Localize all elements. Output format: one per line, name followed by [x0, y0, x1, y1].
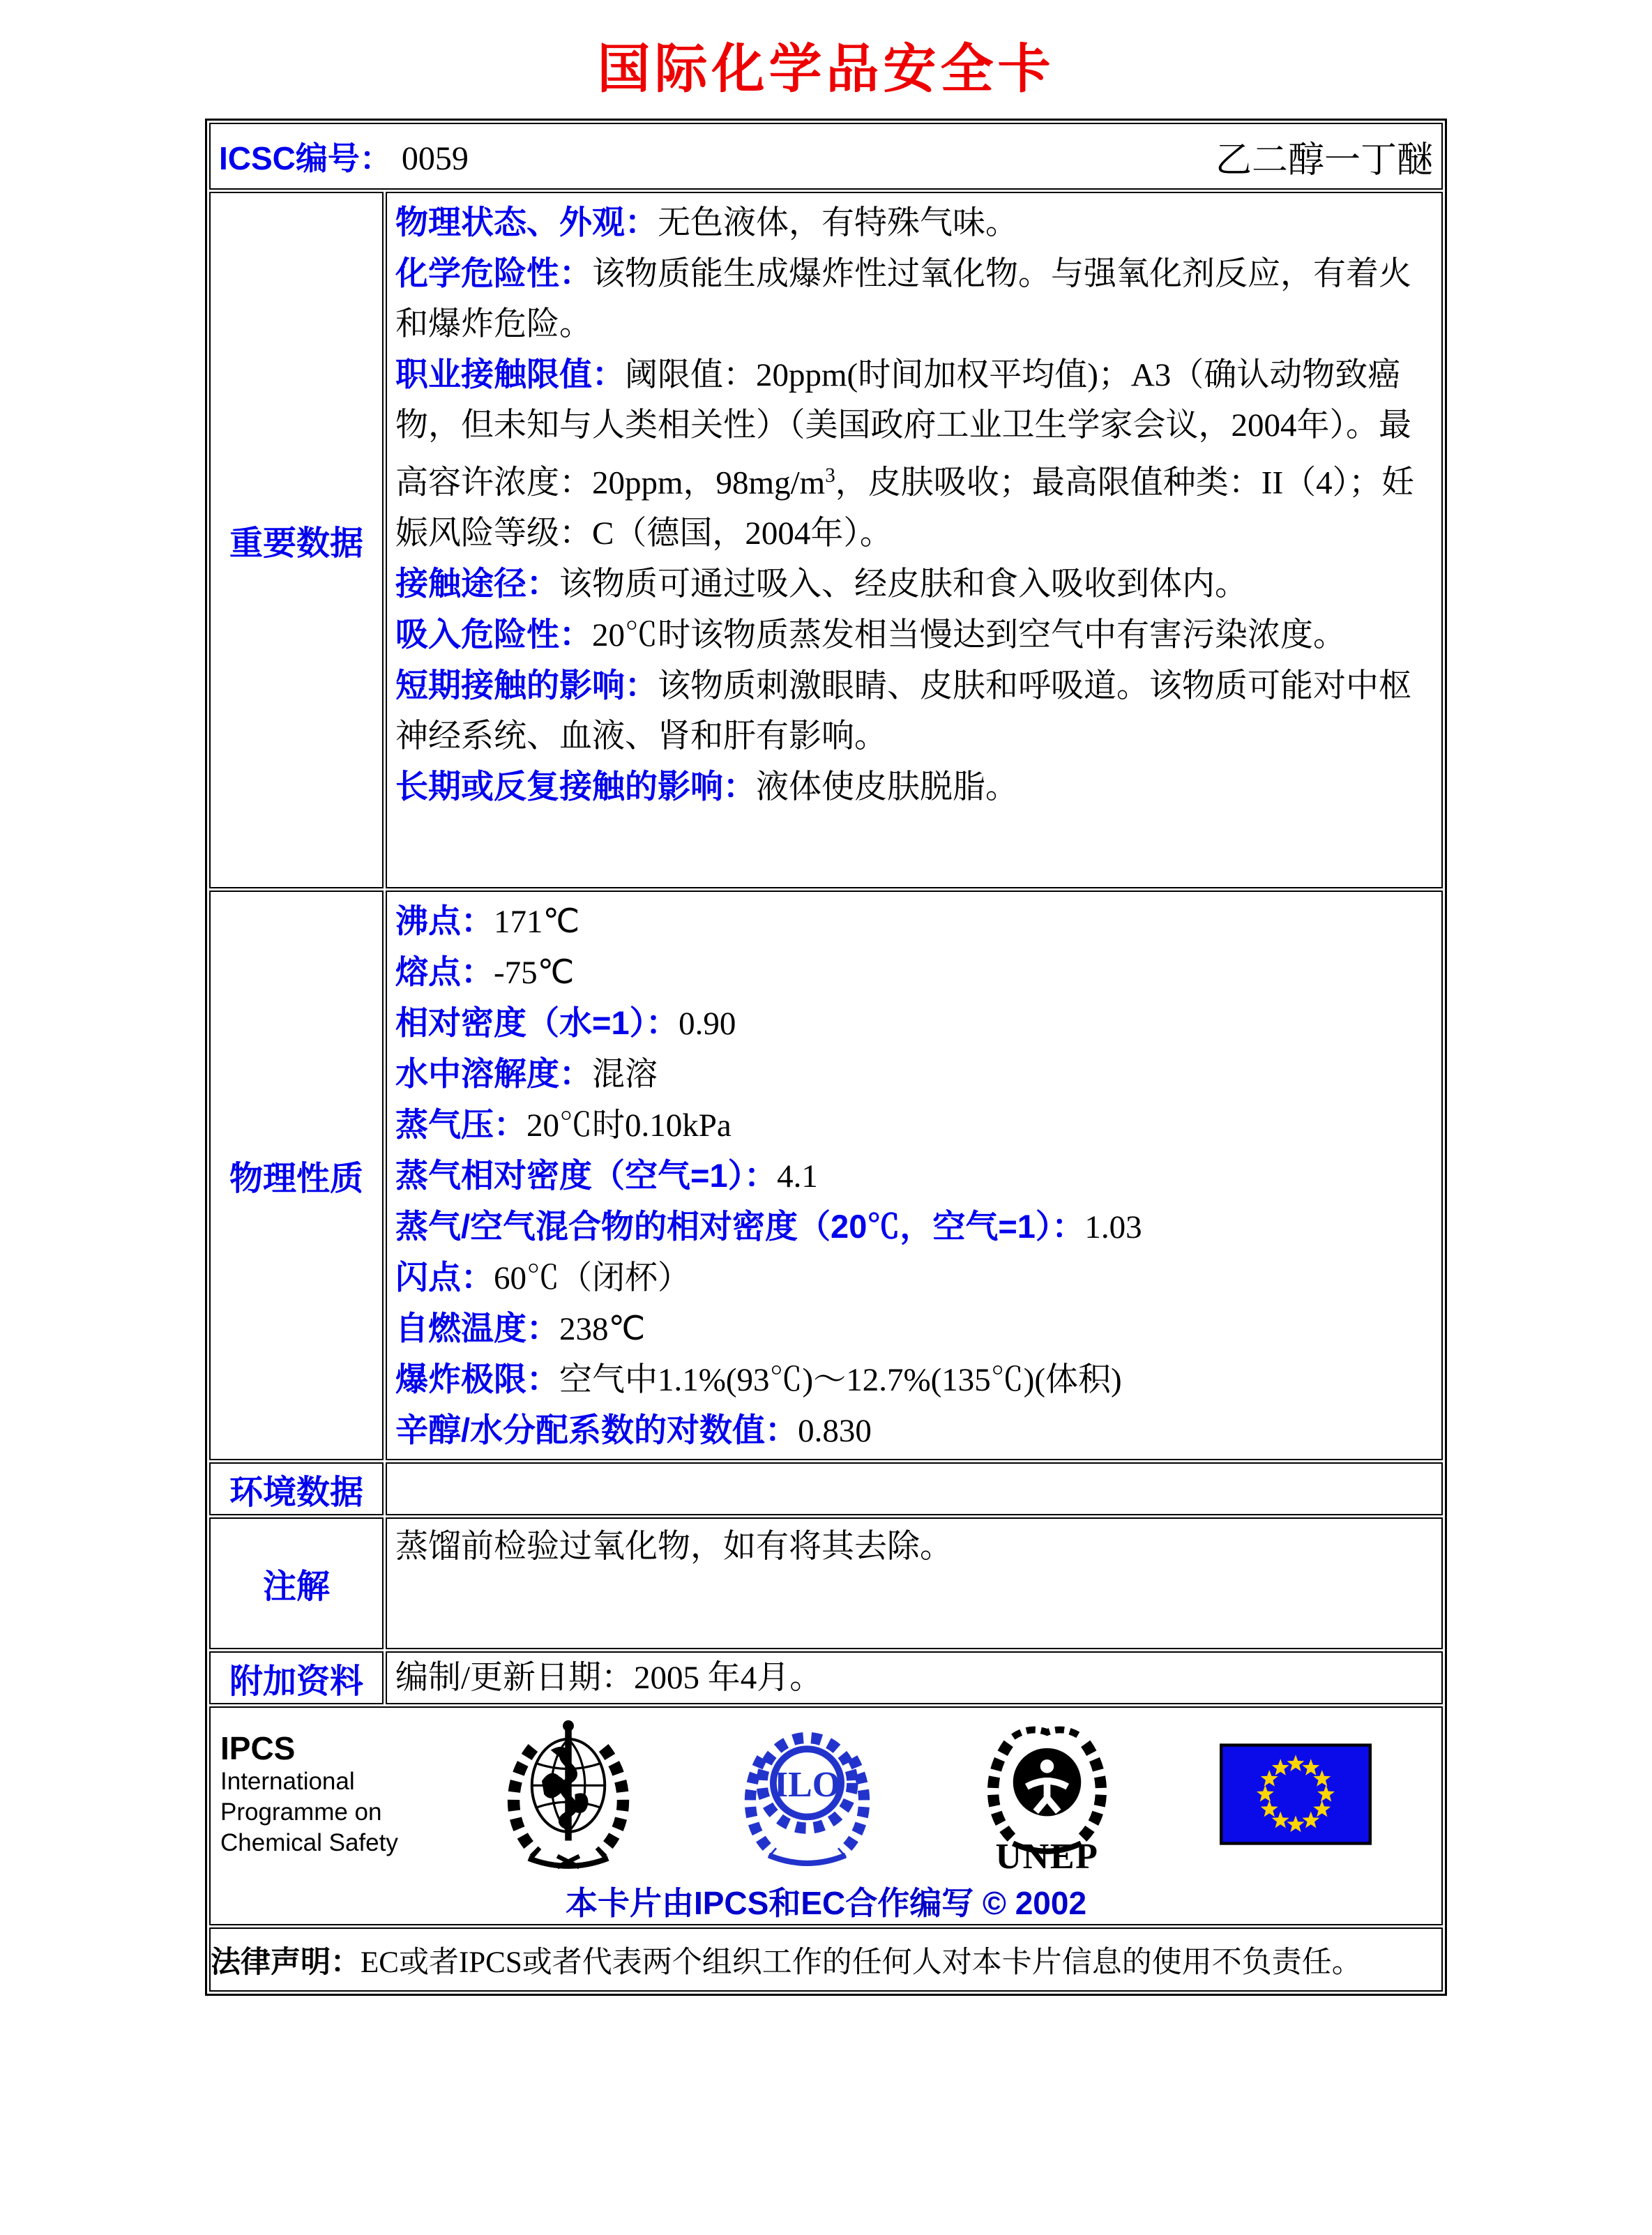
- ilo-logo-icon: [739, 1720, 875, 1869]
- section-label-physical-properties: 物理性质: [209, 891, 384, 1460]
- additional-info-content: [386, 1651, 1443, 1704]
- credit-line: [211, 1878, 1441, 1924]
- environmental-data-content: [386, 1462, 1443, 1515]
- list-item: 短期接触的影响：该物质刺激眼睛、皮肤和呼吸道。该物质可能对中枢神经系统、血液、肾和肝有影响。: [395, 666, 1411, 755]
- icsc-card-table: [205, 119, 1447, 1996]
- physical-properties-content: [386, 891, 1443, 1460]
- section-label-additional-info: 附加资料: [209, 1651, 384, 1704]
- page-title: 国际化学品安全卡: [597, 40, 1055, 99]
- important-data-content: [386, 192, 1443, 888]
- notes-text: 蒸馏前检验过氧化物，如有将其去除。: [395, 1529, 953, 1565]
- list-item: 熔点：-75℃: [395, 953, 575, 991]
- list-item: 爆炸极限：空气中1.1%(93℃)～12.7%(135℃)(体积): [395, 1361, 1122, 1398]
- list-item: 职业接触限值：阈限值：20ppm(时间加权平均值)；A3（确认动物致癌物，但未知与人类相关性）（美国政府工业卫生学家会议，2004年）。最高容许浓度：20ppm，$98mg/m^3$，皮肤吸收；最高限值种类：II（4）；妊娠风险等级：C（德国，2004年）。: [395, 356, 1415, 552]
- superscript: 3: [825, 464, 835, 487]
- ilo-text: ILO: [773, 1765, 840, 1805]
- legal-label: 法律声明：: [211, 1945, 361, 1979]
- notes-row: [209, 1517, 1443, 1649]
- icsc-number-group: [219, 133, 469, 179]
- list-item: 相对密度（水=1）：0.90: [395, 1004, 736, 1042]
- environmental-data-row: [209, 1462, 1443, 1515]
- legal-row: [209, 1927, 1443, 1992]
- list-item: 沸点：171℃: [395, 902, 580, 940]
- copyright-text: © 2002: [983, 1885, 1087, 1921]
- header-row: [209, 123, 1443, 190]
- unep-logo-icon: [979, 1716, 1115, 1873]
- list-item: 蒸气/空气混合物的相对密度（20℃，空气=1）：1.03: [395, 1208, 1142, 1245]
- logos-row: [209, 1706, 1443, 1925]
- chemical-name: 乙二醇一丁醚: [1215, 140, 1433, 181]
- additional-info-text: 编制/更新日期：2005 年4月。: [395, 1660, 823, 1696]
- section-label-important-data: 重要数据: [209, 192, 384, 888]
- who-logo-icon: [502, 1717, 635, 1872]
- list-item: 蒸气相对密度（空气=1）：4.1: [395, 1157, 818, 1195]
- additional-info-row: [209, 1651, 1443, 1704]
- list-item: 水中溶解度：混溶: [395, 1055, 658, 1093]
- list-item: 闪点：60℃（闭杯）: [395, 1259, 690, 1296]
- ipcs-text-block: IPCS International Programme on Chemical Safety: [220, 1730, 398, 1856]
- list-item: 化学危险性：该物质能生成爆炸性过氧化物。与强氧化剂反应，有着火和爆炸危险。: [395, 255, 1411, 342]
- list-item: 自燃温度：238℃: [395, 1310, 646, 1347]
- list-item: 蒸气压：20℃时0.10kPa: [395, 1106, 732, 1144]
- list-item: 辛醇/水分配系数的对数值：0.830: [395, 1411, 872, 1449]
- icsc-number-value: 0059: [401, 140, 469, 177]
- list-item: 接触途径：该物质可通过吸入、经皮肤和食入吸收到体内。: [395, 564, 1248, 603]
- physical-properties-row: [209, 891, 1443, 1460]
- list-item: 物理状态、外观：无色液体，有特殊气味。: [395, 204, 1018, 241]
- notes-content: [386, 1517, 1443, 1649]
- eu-flag-icon: [1220, 1743, 1372, 1845]
- section-label-notes: 注解: [209, 1517, 384, 1649]
- important-data-row: [209, 192, 1443, 888]
- list-item: 长期或反复接触的影响：液体使皮肤脱脂。: [395, 767, 1018, 805]
- list-item: 吸入危险性：20℃时该物质蒸发相当慢达到空气中有害污染浓度。: [395, 615, 1346, 653]
- ipcs-title: IPCS: [220, 1730, 296, 1766]
- credit-text: 本卡片由IPCS和EC合作编写: [565, 1885, 974, 1921]
- unep-text: UNEP: [995, 1836, 1099, 1873]
- section-label-environmental-data: 环境数据: [209, 1462, 384, 1515]
- icsc-number-label: ICSC编号：: [219, 140, 392, 176]
- legal-text: EC或者IPCS或者代表两个组织工作的任何人对本卡片信息的使用不负责任。: [361, 1946, 1362, 1979]
